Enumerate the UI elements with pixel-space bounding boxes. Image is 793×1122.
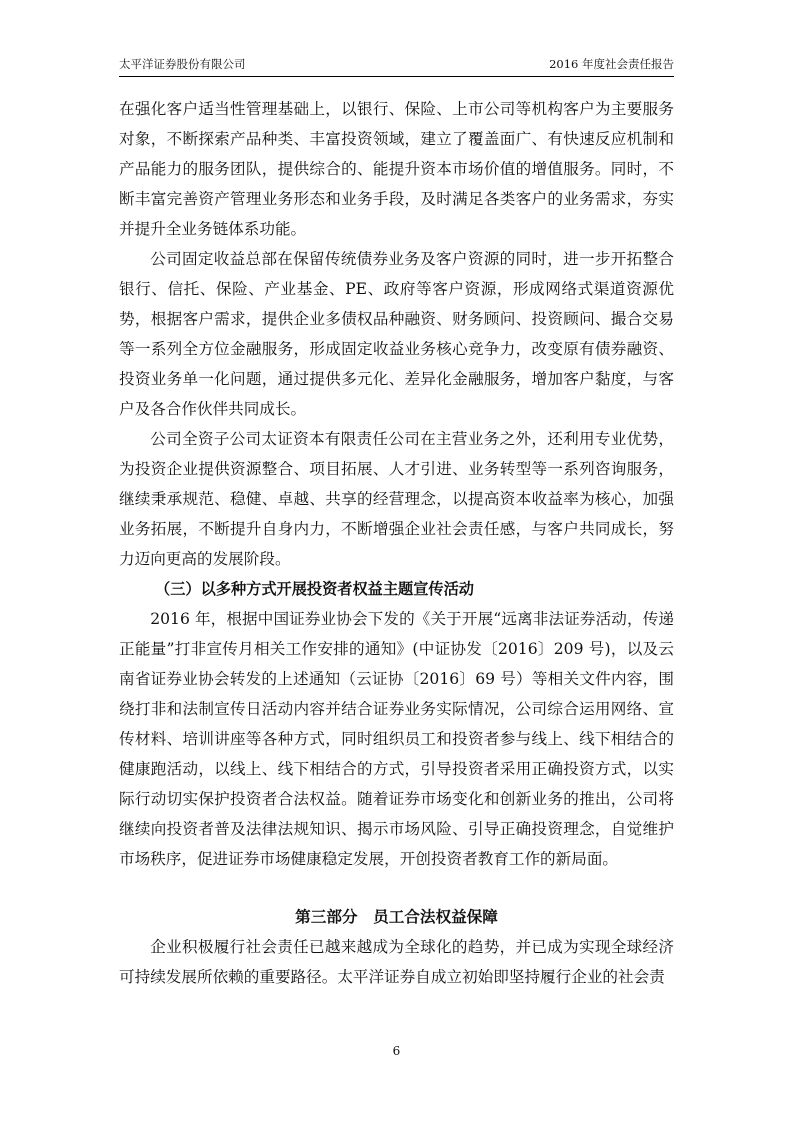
page-number: 6 [392, 1044, 401, 1058]
header-report-title: 2016 年度社会责任报告 [549, 57, 674, 71]
page-content [119, 94, 674, 992]
paragraph-fixed-income: 公司固定收益总部在保留传统债券业务及客户资源的同时，进一步开拓整合银行、信托、保险、产业基金、PE、政府等客户资源，形成网络式渠道资源优势，根据客户需求，提供企业多债权品种融资、财务顾问、投资顾问、撮合交易等一系列全方位金融服务，形成固定收益业务核心竞争力，改变原有债券融资、投资业务单一化问题，通过提供多元化、差异化金融服务，增加客户黏度，与客户及各合作伙伴共同成长。 [119, 250, 674, 418]
header-company-name: 太平洋证券股份有限公司 [119, 57, 246, 71]
page-header [119, 56, 674, 77]
paragraph-social-responsibility: 企业积极履行社会责任已越来越成为全球化的趋势，并已成为实现全球经济可持续发展所依赖的重要路径。太平洋证券自成立初始即坚持履行企业的社会责 [119, 938, 674, 986]
paragraph-subsidiary: 公司全资子公司太证资本有限责任公司在主营业务之外，还利用专业优势，为投资企业提供资源整合、项目拓展、人才引进、业务转型等一系列咨询服务，继续秉承规范、稳健、卓越、共享的经营理念，以提高资本收益率为核心，加强业务拓展，不断提升自身内力，不断增强企业社会责任感，与客户共同成长，努力迈向更高的发展阶段。 [119, 430, 674, 568]
subheading-investor-rights: （三）以多种方式开展投资者权益主题宣传活动 [155, 580, 474, 598]
paragraph-asset-management: 在强化客户适当性管理基础上，以银行、保险、上市公司等机构客户为主要服务对象，不断探索产品种类、丰富投资领域，建立了覆盖面广、有快速反应机制和产品能力的服务团队，提供综合的、能提升资本市场价值的增值服务。同时，不断丰富完善资产管理业务形态和业务手段，及时满足各类客户的业务需求，夯实并提升全业务链体系功能。 [119, 100, 674, 238]
paragraph-investor-education: 2016 年，根据中国证券业协会下发的《关于开展“远离非法证券活动，传递正能量”打非宣传月相关工作安排的通知》(中证协发〔2016〕209 号)，以及云南省证券业协会转发的上述通知（云证协〔2016〕69 号）等相关文件内容，围绕打非和法制宣传日活动内容并结合证券业务实际情况，公司综合运用网络、宣传材料、培训讲座等各种方式，同时组织员工和投资者参与线上、线下相结合的健康跑活动，以线上、线下相结合的方式，引导投资者采用正确投资方式，以实际行动切实保护投资者合法权益。随着证券市场变化和创新业务的推出，公司将继续向投资者普及法律法规知识、揭示市场风险、引导正确投资理念，自觉维护市场秩序，促进证券市场健康稳定发展，开创投资者教育工作的新局面。 [119, 610, 674, 868]
section-title-employee-rights: 第三部分 员工合法权益保障 [295, 908, 498, 926]
